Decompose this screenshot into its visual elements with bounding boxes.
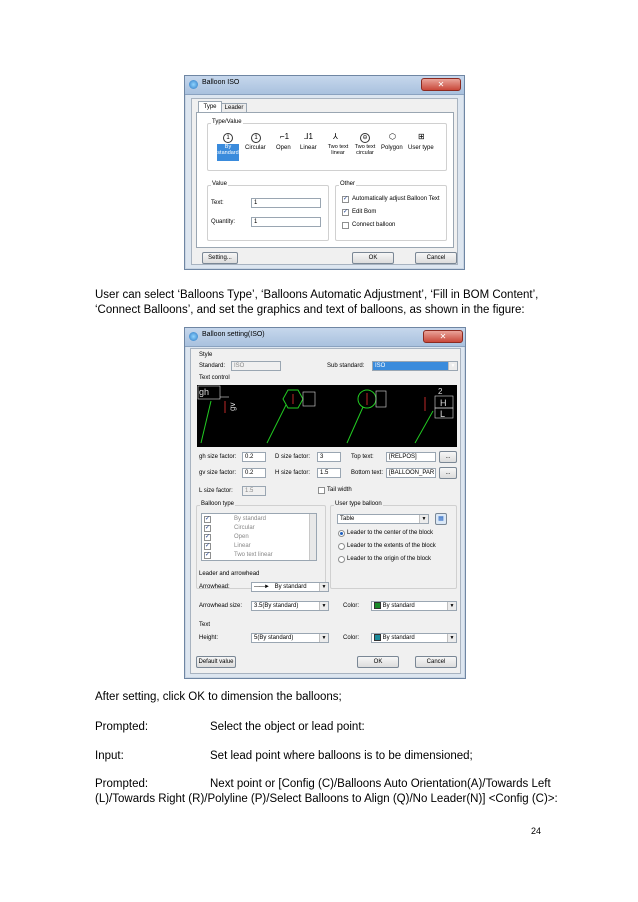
app-icon bbox=[189, 80, 198, 89]
dialog-body bbox=[190, 348, 461, 674]
list-item-label: Open bbox=[234, 534, 249, 540]
tail-width-label: Tail width bbox=[327, 487, 352, 493]
h-size-input[interactable]: 1.5 bbox=[317, 468, 341, 478]
paragraph-line: After setting, click OK to dimension the balloons; bbox=[95, 691, 342, 703]
list-item-label: By standard bbox=[234, 516, 267, 522]
gh-size-input[interactable]: 0.2 bbox=[242, 452, 266, 462]
list-item[interactable] bbox=[204, 515, 304, 524]
type-option-two-text-linear[interactable] bbox=[325, 133, 351, 161]
ok-button[interactable]: OK bbox=[352, 252, 394, 264]
other-group-label: Other bbox=[340, 181, 356, 187]
arrowhead-select[interactable] bbox=[251, 582, 329, 592]
chevron-down-icon: ▼ bbox=[447, 634, 456, 642]
type-option-by-standard[interactable] bbox=[217, 133, 239, 161]
default-value-button[interactable]: Default value bbox=[196, 656, 236, 668]
height-label: Height: bbox=[199, 635, 219, 641]
block-icon: ▦ bbox=[438, 516, 444, 522]
gh-size-label: gh size factor: bbox=[199, 454, 237, 460]
balloon-two-text-linear-icon: ⅄ bbox=[333, 132, 338, 141]
tab-leader[interactable]: Leader bbox=[221, 103, 247, 113]
list-item-checkbox[interactable]: ✓ bbox=[205, 534, 211, 540]
top-text-browse-button[interactable]: ... bbox=[439, 451, 457, 463]
bottom-text-input[interactable]: [BALLOON_PAR bbox=[386, 468, 436, 478]
cancel-button[interactable]: Cancel bbox=[415, 252, 457, 264]
prompt-text: Next point or [Config (C)/Balloons Auto Orientation(A)/Towards Left bbox=[210, 778, 551, 790]
top-text-input[interactable]: [RELPOS] bbox=[386, 452, 436, 462]
prompt-text-continued: (L)/Towards Right (R)/Polyline (P)/Select Balloons to Align (Q)/No Leader(N)] <Config (C)>: bbox=[95, 793, 558, 805]
height-select[interactable] bbox=[251, 633, 329, 643]
arrowhead-size-value: 3.5(By standard) bbox=[254, 603, 299, 609]
list-item[interactable] bbox=[204, 524, 304, 533]
type-label: User type bbox=[408, 145, 434, 151]
bottom-text-label: Bottom text: bbox=[351, 470, 384, 476]
color-swatch bbox=[374, 602, 381, 609]
text-color-select[interactable] bbox=[371, 633, 457, 643]
close-button[interactable]: ✕ bbox=[421, 78, 461, 91]
bottom-text-browse-button[interactable]: ... bbox=[439, 467, 457, 479]
list-item-label: Linear bbox=[234, 543, 251, 549]
type-option-two-text-circular[interactable] bbox=[352, 133, 378, 161]
substandard-select[interactable] bbox=[372, 361, 458, 371]
chevron-down-icon: ▼ bbox=[319, 583, 328, 591]
preview-two-label: 2 bbox=[438, 387, 443, 396]
radio-leader-extents-label: Leader to the extents of the block bbox=[347, 543, 436, 549]
substandard-value: ISO bbox=[375, 363, 386, 369]
prompt-text: Select the object or lead point: bbox=[210, 721, 365, 733]
quantity-input[interactable]: 1 bbox=[251, 217, 321, 227]
type-label: Open bbox=[276, 145, 291, 151]
radio-leader-origin[interactable] bbox=[338, 556, 345, 563]
input-label: Input: bbox=[95, 750, 124, 762]
gv-size-label: gv size factor: bbox=[199, 470, 237, 476]
list-item[interactable] bbox=[204, 542, 304, 551]
user-type-value: Table bbox=[340, 516, 355, 522]
leader-group-label: Leader and arrowhead bbox=[199, 571, 260, 577]
color-value: By standard bbox=[382, 603, 415, 610]
balloon-setting-dialog bbox=[184, 327, 466, 679]
close-button[interactable]: ✕ bbox=[423, 330, 463, 343]
page-number: 24 bbox=[531, 826, 542, 836]
list-item[interactable] bbox=[204, 533, 304, 542]
standard-field: ISO bbox=[231, 361, 281, 371]
color-label: Color: bbox=[343, 603, 360, 609]
substandard-label: Sub standard: bbox=[327, 363, 365, 369]
user-type-select[interactable] bbox=[337, 514, 429, 524]
setting-button[interactable]: Setting... bbox=[202, 252, 238, 264]
prompt-label: Prompted: bbox=[95, 721, 149, 733]
balloon-iso-dialog bbox=[184, 75, 465, 270]
list-item-checkbox[interactable]: ✓ bbox=[205, 525, 211, 531]
radio-leader-extents[interactable] bbox=[338, 543, 345, 550]
type-value-group-label: Type/Value bbox=[212, 119, 242, 125]
balloon-preview bbox=[197, 385, 457, 447]
input-text: Set lead point where balloons is to be dimensioned; bbox=[210, 750, 473, 762]
radio-leader-center[interactable] bbox=[338, 530, 345, 537]
dialog-body bbox=[191, 98, 458, 265]
edit-bom-label: Edit Bom bbox=[352, 209, 377, 215]
chevron-down-icon: ▼ bbox=[419, 515, 428, 523]
type-label: Circular bbox=[245, 145, 266, 151]
arrowhead-size-label: Arrowhead size: bbox=[199, 603, 243, 609]
balloon-type-group-label: Balloon type bbox=[201, 501, 235, 507]
ok-button[interactable]: OK bbox=[357, 656, 399, 668]
cancel-button[interactable]: Cancel bbox=[415, 656, 457, 668]
color-select[interactable] bbox=[371, 601, 457, 611]
auto-adjust-checkbox[interactable]: ✓ bbox=[343, 196, 349, 202]
radio-leader-center-label: Leader to the center of the block bbox=[347, 530, 434, 536]
h-size-label: H size factor: bbox=[275, 470, 311, 476]
chevron-down-icon: ▼ bbox=[448, 362, 457, 370]
balloon-standard-icon: 1 bbox=[223, 133, 233, 143]
arrowhead-size-select[interactable] bbox=[251, 601, 329, 611]
text-color-label: Color: bbox=[343, 635, 360, 641]
value-group bbox=[207, 185, 329, 241]
edit-bom-checkbox[interactable]: ✓ bbox=[343, 209, 349, 215]
balloon-type-list[interactable] bbox=[201, 513, 317, 561]
type-option-circular[interactable] bbox=[245, 133, 267, 155]
arrowhead-label: Arrowhead: bbox=[199, 584, 230, 590]
list-item-checkbox[interactable]: ✓ bbox=[205, 516, 211, 522]
tab-type[interactable]: Type bbox=[198, 101, 222, 113]
d-size-label: D size factor: bbox=[275, 454, 311, 460]
d-size-input[interactable]: 3 bbox=[317, 452, 341, 462]
type-label: Two text linear bbox=[327, 144, 349, 156]
scrollbar[interactable] bbox=[309, 514, 317, 560]
top-text-label: Top text: bbox=[351, 454, 374, 460]
list-item-checkbox[interactable]: ✓ bbox=[205, 552, 211, 558]
tab-panel bbox=[196, 112, 454, 248]
preview-gh-label: gh bbox=[199, 387, 210, 397]
l-size-input[interactable]: 1.5 bbox=[242, 486, 266, 496]
balloon-user-type-icon: ⊞ bbox=[418, 132, 425, 141]
list-item-label: Two text linear bbox=[234, 552, 273, 558]
style-group-label: Style bbox=[199, 352, 213, 358]
dialog-title: Balloon ISO bbox=[202, 79, 240, 86]
preview-l-label: L bbox=[440, 409, 446, 419]
auto-adjust-label: Automatically adjust Balloon Text bbox=[352, 196, 440, 202]
standard-label: Standard: bbox=[199, 363, 226, 369]
text-control-label: Text control bbox=[199, 375, 230, 381]
type-option-linear[interactable] bbox=[298, 133, 320, 155]
type-label: Polygon bbox=[381, 145, 403, 151]
value-group-label: Value bbox=[212, 181, 227, 187]
type-option-open[interactable] bbox=[274, 133, 294, 155]
chevron-down-icon: ▼ bbox=[319, 634, 328, 642]
connect-balloon-checkbox[interactable] bbox=[342, 222, 349, 229]
l-size-label: L size factor: bbox=[199, 488, 233, 494]
gv-size-input[interactable]: 0.2 bbox=[242, 468, 266, 478]
block-picker-button[interactable] bbox=[435, 513, 447, 525]
arrowhead-arrow-icon: ——► bbox=[254, 584, 269, 590]
list-item[interactable] bbox=[204, 551, 304, 560]
type-option-polygon[interactable] bbox=[381, 133, 405, 155]
chevron-down-icon: ▼ bbox=[447, 602, 456, 610]
preview-gv-label: gv bbox=[228, 402, 237, 411]
user-type-group-label: User type balloon bbox=[335, 501, 382, 507]
prompt-label: Prompted: bbox=[95, 778, 149, 790]
balloon-two-text-circular-icon: ⊖ bbox=[360, 133, 370, 143]
balloon-polygon-icon: ⬡ bbox=[389, 132, 396, 141]
connect-balloon-label: Connect balloon bbox=[352, 222, 396, 228]
text-color-value: By standard bbox=[382, 635, 415, 642]
tail-width-checkbox[interactable] bbox=[318, 487, 325, 494]
title-bar bbox=[185, 76, 464, 95]
text-label: Text: bbox=[211, 200, 224, 206]
type-label: Two text circular bbox=[354, 144, 376, 156]
type-option-user-type[interactable] bbox=[408, 133, 436, 155]
chevron-down-icon: ▼ bbox=[319, 602, 328, 610]
height-value: 5(By standard) bbox=[254, 635, 294, 641]
dialog-title: Balloon setting(ISO) bbox=[202, 331, 265, 338]
paragraph-line: User can select ‘Balloons Type’, ‘Balloons Automatic Adjustment’, ‘Fill in BOM Content’, bbox=[95, 289, 539, 301]
arrowhead-value: By standard bbox=[274, 584, 307, 590]
balloon-open-icon: ⌐1 bbox=[280, 132, 290, 141]
preview-h-label: H bbox=[440, 398, 447, 408]
list-item-label: Circular bbox=[234, 525, 255, 531]
text-input[interactable]: 1 bbox=[251, 198, 321, 208]
type-label: Linear bbox=[300, 145, 317, 151]
radio-leader-origin-label: Leader to the origin of the block bbox=[347, 556, 432, 562]
type-label: By standard bbox=[217, 144, 239, 161]
balloon-linear-icon: ⅃1 bbox=[304, 132, 313, 141]
paragraph-line: ‘Connect Balloons’, and set the graphics and text of balloons, as shown in the figure: bbox=[95, 304, 525, 316]
app-icon bbox=[189, 332, 198, 341]
text-color-swatch bbox=[374, 634, 381, 641]
balloon-circle-icon: 1 bbox=[251, 133, 261, 143]
list-item-checkbox[interactable]: ✓ bbox=[205, 543, 211, 549]
text-group-label: Text bbox=[199, 622, 211, 628]
title-bar bbox=[185, 328, 465, 347]
quantity-label: Quantity: bbox=[211, 219, 236, 225]
